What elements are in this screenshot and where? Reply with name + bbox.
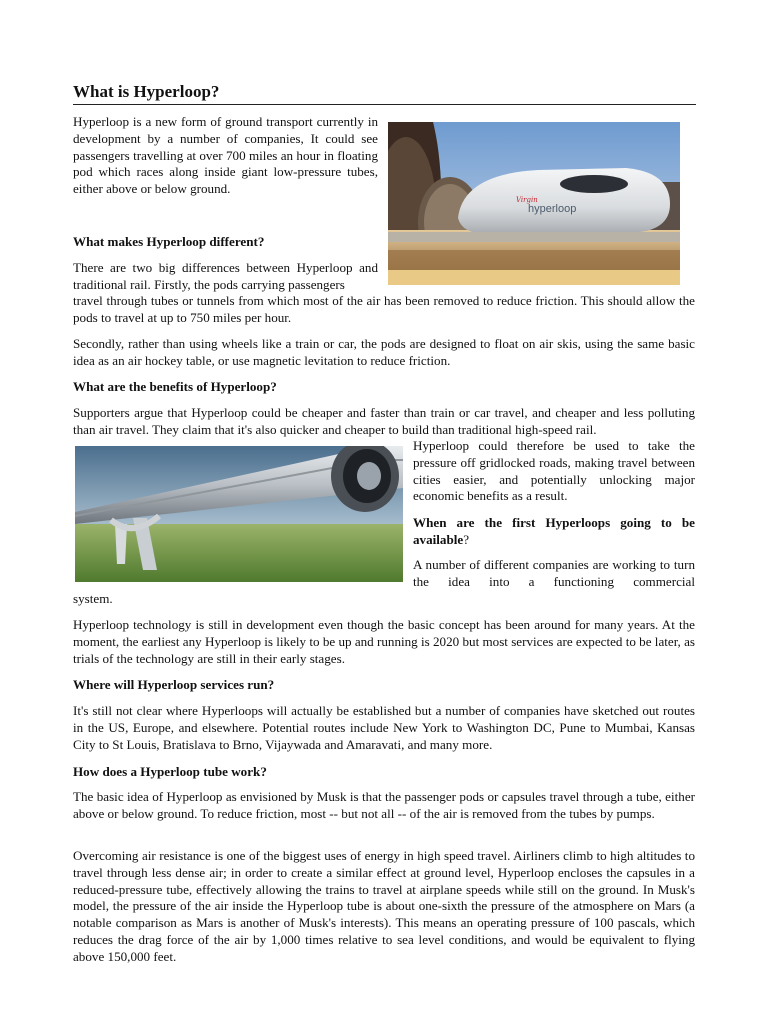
- heading-how: How does a Hyperloop tube work?: [73, 764, 267, 779]
- intro-paragraph: Hyperloop is a new form of ground transport currently in development by a number of companies, It could see passengers travelling at over 700 miles an hour in floating pod which races along inside giant low-pressure tubes, either above or below ground.: [73, 114, 378, 197]
- heading-when-text: When are the first Hyperloops going to be available: [413, 515, 695, 547]
- benefits-continued-paragraph: Hyperloop could therefore be used to take the pressure off gridlocked roads, making travel between cities easier, and potentially unlocking major economic benefits as a result.: [413, 438, 695, 504]
- development-paragraph: Hyperloop technology is still in development even though the basic concept has been around for many years. At the moment, the earliest any Hyperloop is likely to be up and running is 2020 but most services are expected to be later, as trials of the technology are still in their early stages.: [73, 617, 695, 666]
- heading-different: What makes Hyperloop different?: [73, 234, 265, 249]
- virgin-hyperloop-pod-image: [388, 122, 680, 285]
- heading-where: Where will Hyperloop services run?: [73, 677, 275, 692]
- when-paragraph-end: system.: [73, 591, 113, 606]
- hyperloop-tube-image: [75, 446, 403, 582]
- when-paragraph-start: A number of different companies are working to turn the idea into a functioning commercial: [413, 557, 695, 589]
- different-paragraph-start: There are two big differences between Hyperloop and traditional rail. Firstly, the pods carrying passengers: [73, 260, 378, 292]
- page-title: What is Hyperloop?: [73, 82, 696, 105]
- heading-when: [413, 515, 695, 549]
- heading-when-question-mark: ?: [463, 531, 470, 547]
- pod-logo-script: Virgin: [516, 196, 538, 204]
- where-paragraph: It's still not clear where Hyperloops will actually be established but a number of companies have sketched out routes in the US, Europe, and elsewhere. Potential routes include New York to Washington DC, Pune to Mumbai, Kansas City to St Louis, Bratislava to Brno, Vijaywada and Amaravati, and many more.: [73, 703, 695, 752]
- how-paragraph-1: The basic idea of Hyperloop as envisioned by Musk is that the passenger pods or capsules travel through a tube, either above or below ground. To reduce friction, most -- but not all -- of the air is removed from the tubes by pumps.: [73, 789, 695, 821]
- benefits-paragraph: Supporters argue that Hyperloop could be cheaper and faster than train or car travel, and cheaper and less polluting than air travel. They claim that it's also quicker and cheaper to build than traditional high-speed rail.: [73, 405, 695, 437]
- secondly-paragraph: Secondly, rather than using wheels like a train or car, the pods are designed to float on air skis, using the same basic idea as an air hockey table, or use magnetic levitation to reduce friction.: [73, 336, 695, 368]
- how-paragraph-2: Overcoming air resistance is one of the biggest uses of energy in high speed travel. Airliners climb to high altitudes to travel through less dense air; in order to create a similar effect at ground level, Hyperloop encloses the capsules in a reduced-pressure tube, effectively allowing the trains to travel at airplane speeds while still on the ground. In Musk's model, the pressure of the air inside the Hyperloop tube is about one-sixth the pressure of the atmosphere on Mars (a notable comparison as Mars is another of Musk's interests). This means an operating pressure of 100 pascals, which reduces the drag force of the air by 1,000 times relative to sea level conditions, and would be equivalent to flying above 150,000 feet.: [73, 848, 695, 964]
- different-paragraph-end: travel through tubes or tunnels from which most of the air has been removed to reduce friction. This should allow the pods to travel at up to 750 miles per hour.: [73, 293, 695, 325]
- heading-benefits: What are the benefits of Hyperloop?: [73, 379, 277, 394]
- pod-logo-text: hyperloop: [528, 203, 577, 215]
